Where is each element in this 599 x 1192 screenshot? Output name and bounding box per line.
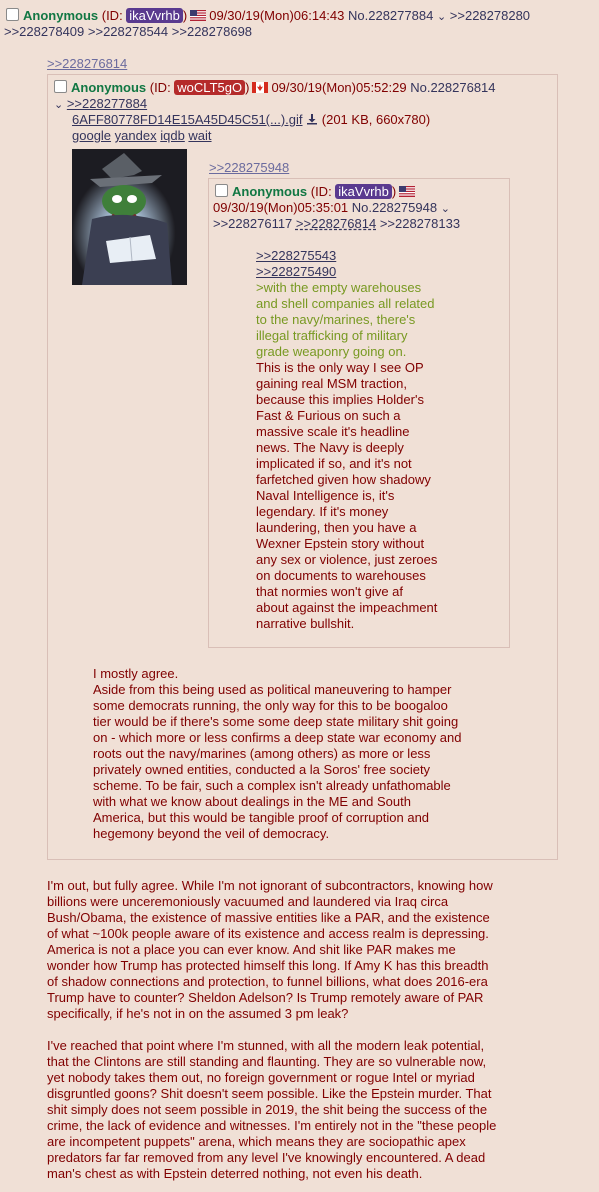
poster-name: Anonymous	[232, 184, 308, 199]
post-body: I'm out, but fully agree. While I'm not ignorant of subcontractors, knowing how billions were unceremoniously vacuumed and laundered via Iraq circa Bush/Obama, the existence of massive entities like a PAR, and the existence of what ~100k people aware of its existence and access realm is depressing. America is not a place you can ever know. And shit like PAR makes me wonder how Trump has protected himself this long. If Amy K has this breadth of shadow connections and protection, to funnel billions, what does 2016-era Trump have to counter? Sheldon Adelson? Is Trump remotely aware of PAR specifically, if he's not in on the assumed 3 pm leak? I've reached that point where I'm stunned, with all the modern leak potential, that the Clintons are still standing and flaunting. They are so vulnerable now, yet nobody takes them out, no foreign government or rogue Intel or myriad disgruntled goons? Shit doesn't seem possible. Like the Epstein murder. That shit simply does not seem possible in 2019, the shit being the success of the crime, the lack of evidence and witnesses. I'm entirely not in the "these people are incompetent puppets" arena, which means they are sociopathic apex predators far far removed from any level I've knowingly encountered. A dead man's chest as with Epstein deterred nothing, not even his death.	[47, 878, 497, 1181]
post-datetime: 09/30/19(Mon)05:52:29	[271, 80, 407, 95]
quotelink	[256, 248, 336, 264]
quotelink	[256, 264, 336, 280]
chevron-down-icon[interactable]: ⌄	[54, 99, 64, 111]
search-yandex-link[interactable]: yandex	[114, 128, 157, 143]
poster-id-badge[interactable]: ikaVvrhb	[126, 8, 183, 23]
post-datetime: 09/30/19(Mon)06:14:43	[209, 8, 345, 23]
post-number[interactable]: No.228276814	[410, 80, 496, 95]
quoted-post-header: Anonymous (ID: woCLT5gO ) 09/30/19(Mon)05:52:29 No.228276814	[54, 80, 496, 96]
quotelink[interactable]: >>228275490	[256, 264, 337, 279]
post-select-checkbox[interactable]	[215, 184, 228, 197]
backlink[interactable]: >>228278544	[87, 24, 169, 39]
poster-name: Anonymous	[71, 80, 147, 95]
search-iqdb-link[interactable]: iqdb	[160, 128, 185, 143]
image-search-links	[72, 128, 212, 144]
post-header: Anonymous (ID: ikaVvrhb ) 09/30/19(Mon)06:14:43 No.228277884 ⌄ >>228278280	[6, 8, 530, 25]
backlink[interactable]: >>228278133	[379, 216, 461, 231]
poster-id-badge[interactable]: ikaVvrhb	[335, 184, 392, 199]
post-number[interactable]: No.228277884	[348, 8, 434, 23]
backlink[interactable]: >>228277884	[66, 96, 148, 111]
quotelink[interactable]: >>228275543	[256, 248, 337, 263]
poster-id-badge[interactable]: woCLT5gO	[174, 80, 245, 95]
us-flag-icon	[399, 186, 415, 197]
quoted-post-reply-line	[54, 96, 147, 113]
canada-flag-icon	[252, 82, 268, 93]
nested-post-meta	[213, 200, 450, 217]
nested-post-header: Anonymous (ID: ikaVvrhb )	[215, 184, 418, 200]
file-meta: (201 KB, 660x780)	[321, 112, 431, 127]
inline-quote-ref[interactable]: >>228276814	[47, 56, 128, 71]
download-icon[interactable]	[306, 113, 318, 125]
us-flag-icon	[190, 10, 206, 21]
backlink[interactable]: >>228278409	[4, 24, 85, 39]
post-select-checkbox[interactable]	[6, 8, 19, 21]
file-info	[72, 112, 430, 128]
post-number[interactable]: No.228275948	[351, 200, 438, 215]
file-name-link[interactable]: 6AFF80778FD14E15A45D45C51(...).gif	[72, 112, 303, 127]
chevron-down-icon[interactable]: ⌄	[436, 11, 447, 23]
backlink[interactable]: >>228276117	[213, 216, 293, 231]
search-google-link[interactable]: google	[72, 128, 112, 143]
search-wait-link[interactable]: wait	[188, 128, 212, 143]
post-backlinks	[4, 24, 252, 40]
post-thumbnail-image[interactable]	[72, 149, 187, 285]
nested-post-replies	[213, 216, 460, 232]
post-select-checkbox[interactable]	[54, 80, 67, 93]
backlink[interactable]: >>228278280	[449, 8, 531, 23]
poster-name: Anonymous	[23, 8, 99, 23]
chevron-down-icon[interactable]: ⌄	[440, 203, 450, 215]
greentext: >with the empty warehouses and shell companies all related to the navy/marines, there's illegal trafficking of military grade weaponry going on.	[256, 280, 435, 359]
quoted-post-body: I mostly agree. Aside from this being used as political maneuvering to hamper some democrats running, the only way for this to be boogaloo tier would be if there's some some deep state military shit going on - which more or less confirms a deep state war economy and roots out the navy/marines (among others) as more or less privately owned entities, conducted a la Soros' free society scheme. To be fair, such a complex isn't already unfathomable with what we know about dealings in the ME and South America, but this would be tangible proof of corruption and hegemony beyond the veil of democracy.	[93, 666, 462, 841]
nested-post-body: This is the only way I see OP gaining real MSM traction, because this implies Holder's Fast & Furious on such a massive scale it's headline news. The Navy is deeply implicated if so, and it's not farfetched given how shadowy Naval Intelligence is, it's legendary. If it's money laundering, then you have a Wexner Epstein story without any sex or violence, just zeroes on documents to warehouses that normies won't give af about against the impeachment narrative bullshit.	[256, 360, 438, 631]
nested-quote-ref[interactable]: >>228275948	[209, 160, 290, 175]
post-datetime: 09/30/19(Mon)05:35:01	[213, 200, 349, 215]
backlink[interactable]: >>228278698	[171, 24, 253, 39]
backlink[interactable]: >>228276814	[295, 216, 377, 231]
